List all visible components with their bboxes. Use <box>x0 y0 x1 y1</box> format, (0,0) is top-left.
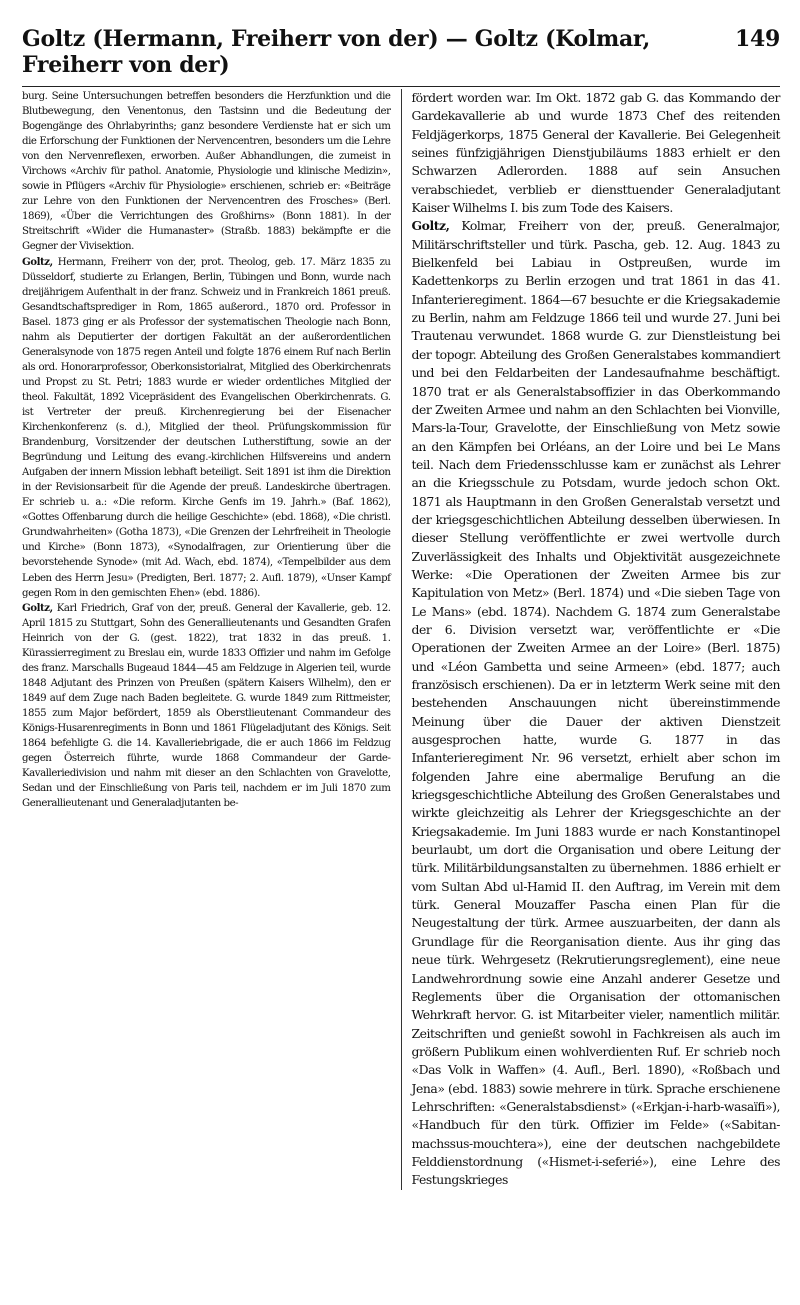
running-title: Goltz (Hermann, Freiherr von der) — Goltz (Kolmar, Freiherr von der) <box>22 26 650 78</box>
paragraph: burg. Seine Untersuchungen betreffen besonders die Herzfunktion und die Blutbewegung, den Venentonus, den Tastsinn und die Bedeutung der Bogengänge des Ohrlabyrinths; ganz besondere Verdienste hat er sich um die Erforschung der Funktionen der Nervencentren, besonders um die Lehre von den Nervenreflexen, erworben. Außer Abhandlungen, die zumeist in Virchows «Archiv für pathol. Anatomie, Physiologie und klinische Medizin», sowie in Pflügers «Archiv für Physiologie» erschienen, schrieb er: «Beiträge zur Lehre von den Funktionen der Nervencentren des Frosches» (Berl. 1869), «Über die Verrichtungen des Großhirns» (Bonn 1881). In der Streitschrift «Wider die Humanaster» (Straßb. 1883) bekämpfte er die Gegner der Vivisektion. <box>22 91 391 253</box>
paragraph: Goltz, Hermann, Freiherr von der, prot. Theolog, geb. 17. März 1835 zu Düsseldorf, studierte zu Erlangen, Berlin, Tübingen und Bonn, wurde nach dreijährigem Aufenthalt in der franz. Schweiz und in Frankreich 1861 preuß. Gesandtschaftsprediger in Rom, 1865 außerord., 1870 ord. Professor in Basel. 1873 ging er als Professor der systematischen Theologie nach Bonn, nahm als Deputierter der dortigen Fakultät an der außerordentlichen Generalsynode von 1875 regen Anteil und folgte 1876 einem Ruf nach Berlin als ord. Honorarprofessor, Oberkonsistorialrat, Mitglied des Oberkirchenrats und Propst zu St. Petri; 1883 wurde er wieder ordentliches Mitglied der theol. Fakultät, 1892 Vicepräsident des Evangelischen Oberkirchenrats. G. ist Vertreter der preuß. Kirchenregierung bei der Eisenacher Kirchenkonferenz (s. d.), Mitglied der theol. Prüfungskommission für Brandenburg, Vorsitzender der deutschen Lutherstiftung, sowie an der Begründung und Leitung des evang.-kirchlichen Hilfsvereins und andern Aufgaben der innern Mission lebhaft beteiligt. Seit 1891 ist ihm die Direktion in der Revisionsarbeit für die Agende der preuß. Landeskirche übertragen. Er schrieb u. a.: «Die reform. Kirche Genfs im 19. Jahrh.» (Baf. 1862), «Gottes Offenbarung durch die heilige Geschichte» (ebd. 1868), «Die christl. Grundwahrheiten» (Gotha 1873), «Die Grenzen der Lehrfreiheit in Theologie und Kirche» (Bonn 1873), «Synodalfragen, zur Orientierung über die bevorstehende Synode» (mit Ad. Wach, ebd. 1874), «Tempelbilder aus dem Leben des Herrn Jesu» (Predigten, Berl. 1877; 2. Aufl. 1879), «Unser Kampf gegen Rom in den gemischten Ehen» (ebd. 1886). <box>22 255 391 599</box>
text-columns <box>22 89 780 1190</box>
header-rule <box>22 86 780 87</box>
page-number: 149 <box>734 26 780 52</box>
left-column <box>22 89 391 1190</box>
paragraph: Goltz, Karl Friedrich, Graf von der, preuß. General der Kavallerie, geb. 12. April 1815 zu Stuttgart, Sohn des Generallieutenants und Gesandten Grafen Heinrich von der G. (gest. 1822), trat 1832 in das preuß. 1. Kürassierregiment zu Breslau ein, wurde 1833 Offizier und nahm im Gefolge des franz. Marschalls Bugeaud 1844—45 am Feldzuge in Algerien teil, wurde 1848 Adjutant des Prinzen von Preußen (spätern Kaisers Wilhelm), den er 1849 auf dem Zuge nach Baden begleitete. G. wurde 1849 zum Rittmeister, 1855 zum Major befördert, 1859 als Oberstlieutenant Commandeur des Königs-Husarenregiments in Bonn und 1861 Flügeladjutant des Königs. Seit 1864 befehligte G. die 14. Kavalleriebrigade, die er auch 1866 im Feldzug gegen Österreich führte, wurde 1868 Commandeur der Garde-Kavalleriedivision und nahm mit dieser an den Schlachten von Gravelotte, Sedan und der Einschließung von Paris teil, nachdem er im Juli 1870 zum Generallieutenant und Generaladjutanten be- <box>22 601 391 810</box>
entry-lemma: Goltz, <box>411 218 450 234</box>
right-column <box>412 89 781 1190</box>
paragraph: fördert worden war. Im Okt. 1872 gab G. das Kommando der Gardekavallerie ab und wurde 1873 Chef des reitenden Feldjägerkorps, 1875 General der Kavallerie. Bei Gelegenheit seines fünfzigjährigen Dienstjubiläums 1883 erhielt er den Schwarzen Adlerorden. 1888 auf sein Ansuchen verabschiedet, verblieb er diensttuender Generaladjutant Kaiser Wilhelms I. bis zum Tode des Kaisers. <box>411 90 781 216</box>
page-header <box>22 26 780 78</box>
entry-lemma: Goltz, <box>22 601 53 614</box>
entry-lemma: Goltz, <box>22 255 53 268</box>
column-divider <box>401 89 402 1190</box>
paragraph: Goltz, Kolmar, Freiherr von der, preuß. Generalmajor, Militärschriftsteller und türk. Pascha, geb. 12. Aug. 1843 zu Bielkenfeld bei Labiau in Ostpreußen, wurde im Kadettenkorps zu Berlin erzogen und trat 1861 in das 41. Infanterieregiment. 1864—67 besuchte er die Kriegsakademie zu Berlin, nahm am Feldzuge 1866 teil und wurde 27. Juni bei Trautenau verwundet. 1868 wurde G. zur Dienstleistung bei der topogr. Abteilung des Großen Generalstabes kommandiert und bei den Feldarbeiten der Landesaufnahme beschäftigt. 1870 trat er als Generalstabsoffizier in das Oberkommando der Zweiten Armee und nahm an den Schlachten bei Vionville, Mars-la-Tour, Gravelotte, der Einschließung von Metz sowie an den Kämpfen bei Orléans, an der Loire und bei Le Mans teil. Nach dem Friedensschlusse kam er zunächst als Lehrer an die Kriegsschule zu Potsdam, wurde jedoch schon Okt. 1871 als Hauptmann in den Großen Generalstab versetzt und der kriegsgeschichtlichen Abteilung desselben überwiesen. In dieser Stellung veröffentlichte er zwei wertvolle durch Zuverlässigkeit des Inhalts und Objektivität ausgezeichnete Werke: «Die Operationen der Zweiten Armee bis zur Kapitulation von Metz» (Berl. 1874) und «Die sieben Tage von Le Mans» (ebd. 1874). Nachdem G. 1874 zum Generalstabe der 6. Division versetzt war, veröffentlichte er «Die Operationen der Zweiten Armee an der Loire» (Berl. 1875) und «Léon Gambetta und seine Armeen» (ebd. 1877; auch französisch erschienen). Da er in letzterm Werk seine mit den bestehenden Anschauungen nicht übereinstimmende Meinung über die Dauer der aktiven Dienstzeit ausgesprochen hatte, wurde G. 1877 in das Infanterieregiment Nr. 96 versetzt, erhielt aber schon im folgenden Jahre eine abermalige Berufung an die kriegsgeschichtliche Abteilung des Großen Generalstabes und wirkte gleichzeitig als Lehrer der Kriegsgeschichte an der Kriegsakademie. Im Juni 1883 wurde er nach Konstantinopel beurlaubt, um dort die Organisation und obere Leitung der türk. Militärbildungsanstalten zu übernehmen. 1886 erhielt er vom Sultan Abd ul-Hamid II. den Auftrag, im Verein mit dem türk. General Mouzaffer Pascha einen Plan für die Neugestaltung der türk. Armee auszuarbeiten, der dann als Grundlage für die Reorganisation diente. Aus ihr ging das neue türk. Wehrgesetz (Rekrutierungsreglement), eine neue Landwehrordnung sowie eine Anzahl anderer Gesetze und Reglements über die Organisation der ottomanischen Wehrkraft hervor. G. ist Mitarbeiter vieler, namentlich militär. Zeitschriften und genießt sowohl in Fachkreisen als auch im größern Publikum einen wohlverdienten Ruf. Er schrieb noch «Das Volk in Waffen» (4. Aufl., Berl. 1890), «Roßbach und Jena» (ebd. 1883) sowie mehrere in türk. Sprache erschienene Lehrschriften: «Generalstabsdienst» («Erkjan-i-harb-wasaïfi»), «Handbuch für den türk. Offizier im Felde» («Sabitan-machssus-mouchtera»), eine der deutschen nachgebildete Felddienstordnung («Hismet-i-seferié»), eine Lehre des Festungskrieges <box>411 218 781 1188</box>
